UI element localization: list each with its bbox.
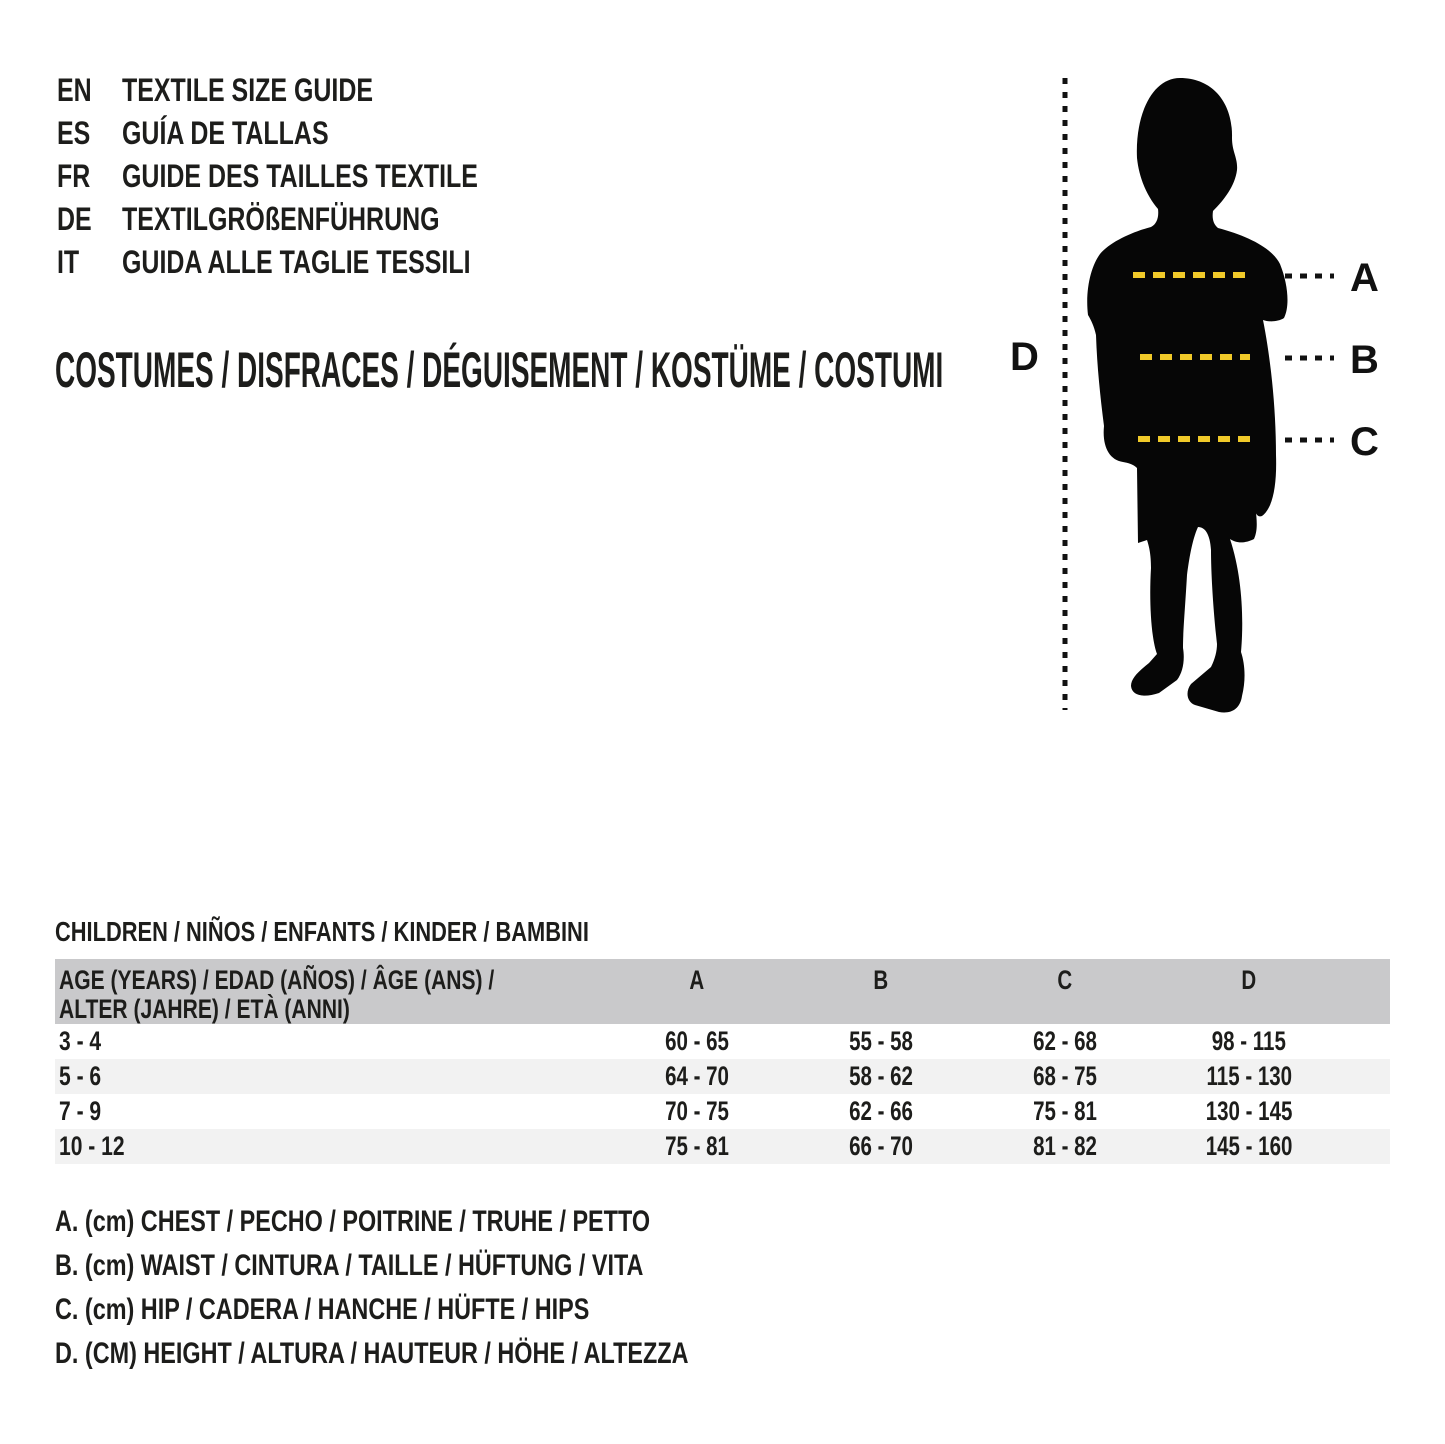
hip-range: 81 - 82	[1033, 1131, 1097, 1161]
table-row	[55, 1129, 1390, 1164]
waist-range: 62 - 66	[849, 1096, 913, 1126]
column-header-b: B	[873, 965, 889, 995]
hip-range: 68 - 75	[1033, 1061, 1097, 1091]
height-range: 115 - 130	[1206, 1061, 1292, 1091]
language-title-list	[57, 69, 677, 284]
age-range: 3 - 4	[59, 1026, 102, 1056]
legend-line-hip: C. (cm) HIP / CADERA / HANCHE / HÜFTE / HIPS	[55, 1293, 590, 1326]
language-code: IT	[57, 244, 80, 280]
language-row-fr	[57, 155, 677, 198]
column-header-d: D	[1241, 965, 1257, 995]
legend-line-waist: B. (cm) WAIST / CINTURA / TAILLE / HÜFTUNG / VITA	[55, 1249, 644, 1282]
language-code: ES	[57, 115, 91, 151]
language-code: FR	[57, 158, 91, 194]
age-header-line1: AGE (YEARS) / EDAD (AÑOS) / ÂGE (ANS) /	[59, 965, 495, 995]
column-header-c: C	[1057, 965, 1073, 995]
category-heading: COSTUMES / DISFRACES / DÉGUISEMENT / KOSTÜME / COSTUMI	[55, 342, 944, 398]
guide-title-de: TEXTILGRÖßENFÜHRUNG	[122, 201, 440, 237]
table-header-row	[55, 959, 1390, 1024]
language-row-de	[57, 198, 677, 241]
guide-title-it: GUIDA ALLE TAGLIE TESSILI	[122, 244, 471, 280]
legend-line-chest: A. (cm) CHEST / PECHO / POITRINE / TRUHE / PETTO	[55, 1205, 651, 1238]
language-code: DE	[57, 201, 92, 237]
chest-range: 70 - 75	[665, 1096, 729, 1126]
guide-title-en: TEXTILE SIZE GUIDE	[122, 72, 374, 108]
table-row	[55, 1094, 1390, 1129]
age-range: 7 - 9	[59, 1096, 102, 1126]
language-row-en	[57, 69, 677, 112]
language-row-es	[57, 112, 677, 155]
figure-label-b: B	[1350, 338, 1379, 382]
waist-range: 66 - 70	[849, 1131, 913, 1161]
hip-range: 62 - 68	[1033, 1026, 1097, 1056]
measurement-figure	[990, 60, 1445, 730]
age-range: 10 - 12	[59, 1131, 125, 1161]
height-range: 98 - 115	[1211, 1026, 1287, 1056]
height-range: 145 - 160	[1205, 1131, 1293, 1161]
guide-title-es: GUÍA DE TALLAS	[122, 115, 329, 151]
age-header-cell	[55, 966, 605, 1024]
height-range: 130 - 145	[1205, 1096, 1293, 1126]
language-code: EN	[57, 72, 92, 108]
chest-range: 60 - 65	[665, 1026, 729, 1056]
language-row-it	[57, 241, 677, 284]
age-header-line2: ALTER (JAHRE) / ETÀ (ANNI)	[59, 994, 350, 1024]
chest-range: 75 - 81	[665, 1131, 729, 1161]
measurement-legend	[55, 1200, 867, 1376]
guide-title-fr: GUIDE DES TAILLES TEXTILE	[122, 158, 478, 194]
age-range: 5 - 6	[59, 1061, 102, 1091]
hip-range: 75 - 81	[1033, 1096, 1097, 1126]
legend-line-height: D. (CM) HEIGHT / ALTURA / HAUTEUR / HÖHE / ALTEZZA	[55, 1337, 689, 1370]
waist-range: 58 - 62	[849, 1061, 913, 1091]
chest-range: 64 - 70	[665, 1061, 729, 1091]
figure-label-c: C	[1350, 420, 1379, 464]
child-silhouette	[1087, 78, 1287, 712]
figure-label-a: A	[1350, 256, 1379, 300]
section-title-children: CHILDREN / NIÑOS / ENFANTS / KINDER / BAMBINI	[55, 916, 589, 947]
waist-range: 55 - 58	[849, 1026, 913, 1056]
table-row	[55, 1024, 1390, 1059]
figure-label-d: D	[1010, 335, 1039, 379]
table-row	[55, 1059, 1390, 1094]
size-table	[55, 959, 1390, 1164]
column-header-a: A	[689, 965, 705, 995]
